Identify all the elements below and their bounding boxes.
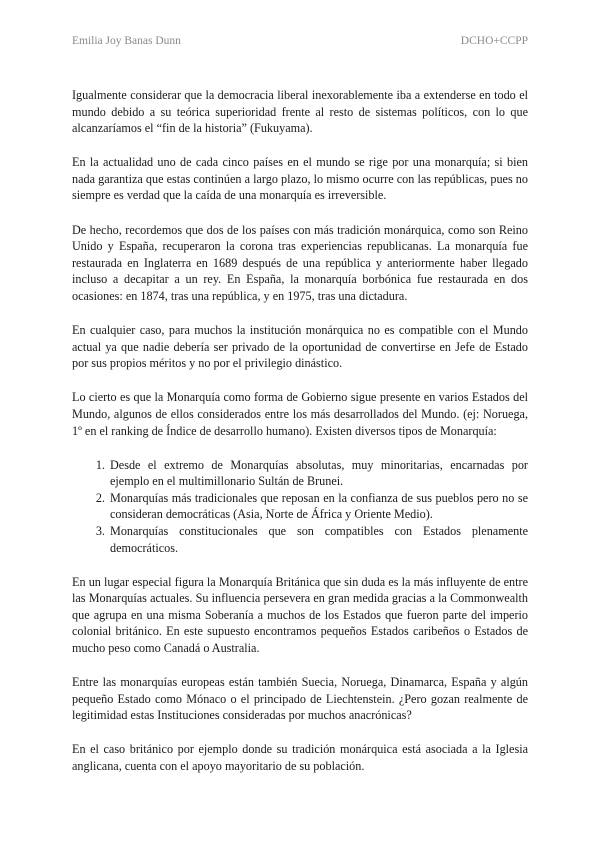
paragraph: En un lugar especial figura la Monarquía Británica que sin duda es la más influyente de entre las Monarquías actuales. Su influencia persevera en gran medida gracias a la Commonwealth que agrupa en una misma Soberanía a muchos de los Estados que fueron parte del imperio colonial británico. En este supuesto encontramos pequeños Estados caribeños o Estados de mucho peso como Canadá o Australia. (72, 574, 528, 656)
page-header (72, 35, 528, 51)
list-item: 1. Desde el extremo de Monarquías absolutas, muy minoritarias, encarnadas por ejemplo en el multimillonario Sultán de Brunei. (108, 457, 528, 490)
monarchy-types-list (72, 457, 528, 557)
header-course: DCHO+CCPP (460, 35, 528, 47)
paragraph: De hecho, recordemos que dos de los países con más tradición monárquica, como son Reino Unido y España, recuperaron la corona tras experiencias republicanas. La monarquía fue restaurada en Inglaterra en 1689 después de una república y anteriormente haber llegado incluso a decapitar a un rey. En España, la monarquía borbónica fue restaurada en dos ocasiones: en 1874, tras una república, y en 1975, tras una dictadura. (72, 222, 528, 303)
paragraph: En la actualidad uno de cada cinco países en el mundo se rige por una monarquía; si bien nada garantiza que estas continúen a largo plazo, lo mismo ocurre con las repúblicas, pues no siempre es verdad que la caída de una monarquía es irreversible. (72, 155, 528, 203)
paragraph: Entre las monarquías europeas están también Suecia, Noruega, Dinamarca, España y algún pequeño Estado como Mónaco o el principado de Liechtenstein. ¿Pero gozan realmente de legitimidad estas Instituciones consideradas por muchos anacrónicas? (72, 675, 528, 723)
paragraph: Igualmente considerar que la democracia liberal inexorablemente iba a extenderse en todo el mundo debido a su teórica superioridad frente al resto de sistemas políticos, con lo que alcanzaríamos el “fin de la historia” (Fukuyama). (72, 88, 528, 136)
document-body (72, 87, 528, 792)
paragraph: En cualquier caso, para muchos la institución monárquica no es compatible con el Mundo actual ya que nadie debería ser privado de la oportunidad de convertirse en Jefe de Estado por sus propios méritos y no por el privilegio dinástico. (72, 323, 528, 371)
list-item: 3. Monarquías constitucionales que son compatibles con Estados plenamente democráticos. (108, 523, 528, 556)
header-author: Emilia Joy Banas Dunn (72, 35, 181, 47)
paragraph: Lo cierto es que la Monarquía como forma de Gobierno sigue presente en varios Estados del Mundo, algunos de ellos considerados entre los más desarrollados del Mundo. (ej: Noruega, 1º en el ranking de Índice de desarrollo humano). Existen diversos tipos de Monarquía: (72, 390, 528, 438)
list-item: 2. Monarquías más tradicionales que reposan en la confianza de sus pueblos pero no se consideran democráticas (Asia, Norte de África y Oriente Medio). (108, 490, 528, 523)
paragraph: En el caso británico por ejemplo donde su tradición monárquica está asociada a la Iglesia anglicana, cuenta con el apoyo mayoritario de su población. (72, 742, 528, 773)
